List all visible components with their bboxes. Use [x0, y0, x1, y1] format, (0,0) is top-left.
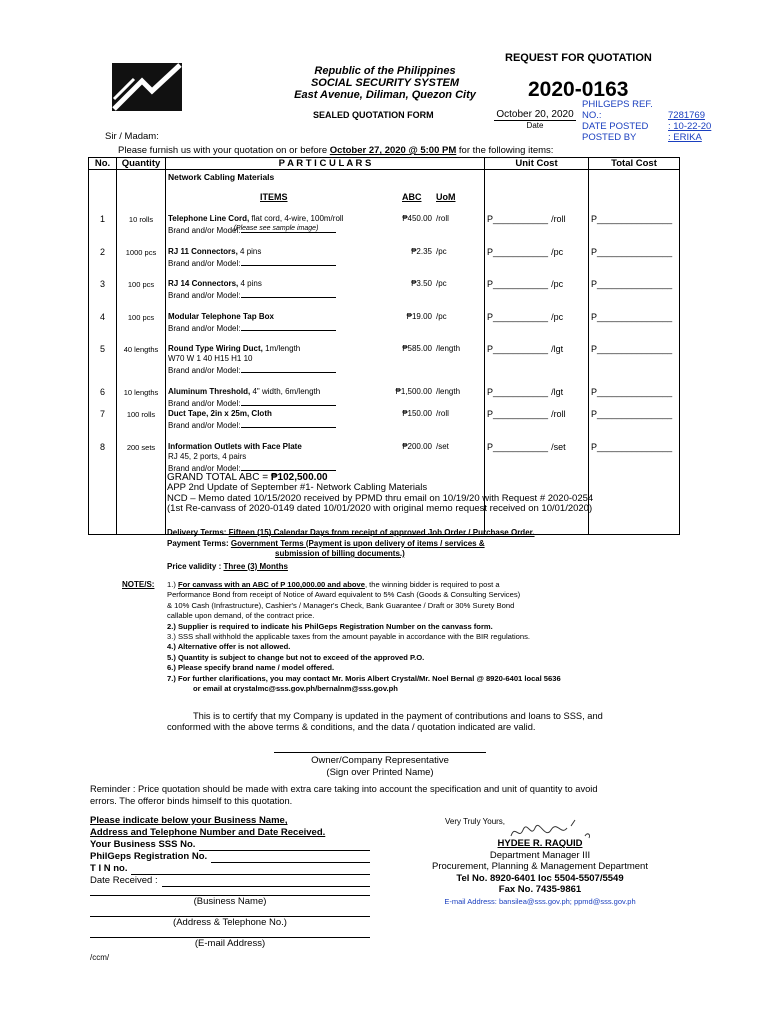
section-title: Network Cabling Materials: [168, 172, 275, 182]
posted-by-label: POSTED BY: [582, 132, 637, 143]
date-received-field[interactable]: [90, 875, 370, 887]
row-5-abc: ₱585.00: [402, 344, 432, 353]
row-8-unit-blank[interactable]: P___________: [487, 442, 549, 452]
certify-line-2: conformed with the above terms & conditions, and the data / quotation indicated are valid.: [167, 722, 536, 732]
col-abc-label: ABC: [402, 192, 422, 202]
business-name-label: (Business Name): [193, 896, 267, 907]
row-1-unit-label: /roll: [551, 214, 566, 224]
delivery-value: Fifteen (15) Calendar Days from receipt of approved Job Order / Purchase Order.: [228, 528, 535, 537]
row-4-brand-label: Brand and/or Model:: [168, 324, 241, 333]
row-2-unit-cost: [487, 247, 588, 257]
rfq-title: REQUEST FOR QUOTATION: [505, 52, 652, 64]
org-line-2: SOCIAL SECURITY SYSTEM: [310, 77, 460, 89]
email-label: (E-mail Address): [194, 938, 266, 949]
org-line-3: East Avenue, Diliman, Quezon City: [294, 89, 476, 101]
note-1-rest: , the winning bidder is required to post a: [364, 580, 500, 589]
row-2-qty: 1000 pcs: [125, 248, 157, 257]
rfq-number: 2020-0163: [528, 78, 629, 101]
sss-blank[interactable]: [199, 839, 370, 851]
row-6-uom: /length: [436, 387, 461, 396]
salutation: Sir / Madam:: [105, 131, 159, 142]
org-block: [280, 65, 490, 101]
address-label: (Address & Telephone No.): [173, 917, 287, 928]
note-3: 3.) SSS shall withhold the applicable taxes from the amount payable in accordance with the BIR regulations.: [167, 632, 531, 642]
date-received-label: Date Received :: [90, 875, 158, 886]
payment-value-1: Government Terms (Payment is upon delivery of items / services &: [230, 538, 485, 548]
table-note-2: NCD – Memo dated 10/15/2020 received by PPMD thru email on 10/19/20 with Request # 2020-0254: [167, 492, 594, 504]
row-7-unit-cost: [487, 409, 588, 419]
row-4-brand-blank[interactable]: [241, 322, 336, 331]
row-6-no: 6: [99, 387, 105, 397]
date-posted-label: DATE POSTED: [582, 121, 649, 132]
note-1-prefix: 1.): [167, 580, 178, 589]
row-8-total-blank: P_______________: [591, 442, 673, 452]
intro-after: for the following items:: [458, 145, 554, 156]
payment-value-2: submission of billing documents.): [275, 549, 405, 558]
row-6-unit-cost: [487, 387, 588, 397]
row-2-unit-label: /pc: [551, 247, 564, 257]
row-5-unit-label: /lgt: [551, 344, 564, 354]
col-total-cost: [589, 170, 679, 534]
row-2-total-blank: P_______________: [591, 247, 673, 257]
row-3-no: 3: [99, 279, 105, 289]
header-total-cost: Total Cost: [589, 158, 680, 170]
row-7-brand-blank[interactable]: [241, 419, 336, 428]
row-5-brand: [168, 364, 484, 375]
row-6-desc: 4" width, 6m/length: [250, 387, 321, 396]
row-1-total-blank: P_______________: [591, 214, 673, 224]
note-1-line-4: callable upon demand, of the contract price.: [167, 611, 315, 621]
row-3-brand: [168, 289, 484, 300]
row-6-brand: [168, 397, 484, 408]
row-4-unit-blank[interactable]: P___________: [487, 312, 549, 322]
row-5-qty: 40 lengths: [123, 345, 159, 354]
table-header-row: [89, 158, 680, 170]
col-items-label: ITEMS: [260, 192, 288, 202]
posting-info: [582, 99, 711, 143]
row-1-qty: 10 rolls: [128, 215, 154, 224]
row-1-unit-blank[interactable]: P___________: [487, 214, 549, 224]
row-5-desc: 1m/length: [262, 344, 301, 353]
row-8-abc: ₱200.00: [402, 442, 432, 451]
row-8-brand-blank[interactable]: [241, 462, 336, 471]
row-7-qty: 100 rolls: [126, 410, 156, 419]
row-2-brand: [168, 257, 484, 268]
row-1-name: Telephone Line Cord,: [168, 214, 250, 223]
notes-label: NOTE/S:: [122, 580, 155, 589]
row-2-unit-blank[interactable]: P___________: [487, 247, 549, 257]
date-value: October 20, 2020: [494, 109, 576, 121]
row-2-name: RJ 11 Connectors,: [168, 247, 238, 256]
row-1-brand-blank[interactable]: [241, 224, 336, 233]
row-8-name: Information Outlets with Face Plate: [168, 442, 302, 451]
row-5-unit-cost: [487, 344, 588, 354]
posted-by-value: : ERIKA: [668, 132, 702, 143]
reminder-line-1: Reminder : Price quotation should be made with extra care taking into account the specification and unit of quantity to avoid: [90, 784, 598, 794]
col-unit-cost: [485, 170, 588, 534]
signatory-dept: Procurement, Planning & Management Department: [432, 861, 648, 872]
row-4-abc: ₱19.00: [406, 312, 432, 321]
row-7-name: Duct Tape, 2in x 25m, Cloth: [168, 409, 272, 418]
closing: Very Truly Yours,: [445, 817, 506, 826]
row-3-brand-label: Brand and/or Model:: [168, 291, 241, 300]
date-posted-value: : 10-22-20: [668, 121, 712, 132]
row-3-brand-blank[interactable]: [241, 289, 336, 298]
note-1-bold: For canvass with an ABC of P 100,000.00 and above: [177, 580, 365, 589]
row-7-unit-label: /roll: [551, 409, 566, 419]
row-7-total-blank: P_______________: [591, 409, 673, 419]
row-3-desc: 4 pins: [238, 279, 262, 288]
validity-value: Three (3) Months: [223, 561, 288, 571]
email-blank[interactable]: [90, 929, 370, 938]
row-8-brand-label: Brand and/or Model:: [168, 464, 241, 473]
row-3-abc: ₱3.50: [411, 279, 432, 288]
table-notes: [167, 483, 593, 515]
row-7-brand: [168, 419, 484, 430]
row-6-qty: 10 lengths: [123, 388, 159, 397]
col-uom-label: UoM: [436, 192, 456, 202]
row-5-total-blank: P_______________: [591, 344, 673, 354]
row-7-uom: /roll: [436, 409, 449, 418]
row-8-extra: RJ 45, 2 ports, 4 pairs: [168, 452, 247, 461]
philgeps-ref-label: PHILGEPS REF. NO.:: [582, 99, 653, 121]
row-1-uom: /roll: [436, 214, 449, 223]
intro-before: Please furnish us with your quotation on or before: [118, 145, 328, 156]
philgeps-ref-value: 7281769: [668, 110, 705, 121]
grand-total-label: GRAND TOTAL ABC =: [167, 472, 269, 483]
row-2-brand-blank[interactable]: [241, 257, 336, 266]
deadline: October 27, 2020 @ 5:00 PM: [329, 145, 457, 156]
row-4-brand: [168, 322, 484, 333]
form-name: SEALED QUOTATION FORM: [313, 110, 434, 120]
row-6-unit-label: /lgt: [551, 387, 564, 397]
note-1-line-3: & 10% Cash (Infrastructure), Cashier's / Manager's Check, Bank Guarantee / Draft or 30% Surety Bond: [167, 600, 515, 610]
row-8-uom: /set: [436, 442, 449, 451]
row-1-unit-cost: [487, 214, 588, 224]
row-1-brand: [168, 224, 484, 235]
delivery-label: Delivery Terms:: [167, 528, 227, 537]
header-unit-cost: Unit Cost: [485, 158, 589, 170]
row-3-total-blank: P_______________: [591, 279, 673, 289]
business-name-blank[interactable]: [90, 887, 370, 896]
note-7-line-2: or email at crystalmc@sss.gov.ph/bernalnm@sss.gov.ph: [193, 684, 398, 694]
row-6-total-blank: P_______________: [591, 387, 673, 397]
row-2-no: 2: [99, 247, 105, 257]
tin-label: T I N no.: [90, 863, 128, 874]
row-8-qty: 200 sets: [126, 443, 156, 452]
row-4-unit-cost: [487, 312, 588, 322]
payment-label: Payment Terms:: [167, 538, 229, 548]
row-6-brand-blank[interactable]: [241, 397, 336, 406]
row-3-unit-label: /pc: [551, 279, 564, 289]
row-5-brand-blank[interactable]: [241, 364, 336, 373]
notes-list: [167, 580, 677, 694]
business-block: [90, 815, 370, 964]
signatory-name: HYDEE R. RAQUID: [497, 838, 583, 849]
note-2: 2.) Supplier is required to indicate his PhilGeps Registration Number on the canvass form.: [167, 621, 493, 631]
row-8-unit-cost: [487, 442, 588, 452]
row-3-unit-cost: [487, 279, 588, 289]
certify-block: [167, 711, 603, 733]
note-7: 7.) For further clarifications, you may contact Mr. Moris Albert Crystal/Mr. Noel Bernal @ 8920-6401 local 5636: [167, 673, 561, 683]
row-3-name: RJ 14 Connectors,: [168, 279, 239, 288]
row-7-unit-blank[interactable]: P___________: [487, 409, 549, 419]
row-2-abc: ₱2.35: [411, 247, 432, 256]
row-5-name: Round Type Wiring Duct,: [168, 344, 263, 353]
row-6-abc: ₱1,500.00: [395, 387, 432, 396]
note-4: 4.) Alternative offer is not allowed.: [167, 642, 291, 652]
row-8-no: 8: [99, 442, 105, 452]
row-8-unit-label: /set: [551, 442, 566, 452]
tin-field[interactable]: [90, 863, 370, 875]
row-3-uom: /pc: [436, 279, 447, 288]
row-7-abc: ₱150.00: [402, 409, 432, 418]
row-1-no: 1: [99, 214, 105, 224]
row-3-unit-blank[interactable]: P___________: [487, 279, 549, 289]
row-5-unit-blank[interactable]: P___________: [487, 344, 549, 354]
note-5: 5.) Quantity is subject to change but not to exceed of the approved P.O.: [167, 652, 425, 662]
row-4-uom: /pc: [436, 312, 447, 321]
philgeps-field[interactable]: [90, 851, 370, 863]
reminder-line-2: errors. The offeror binds himself to this quotation.: [90, 795, 293, 806]
row-7-brand-label: Brand and/or Model:: [168, 421, 241, 430]
reminder: [90, 784, 598, 807]
signatory-fax: Fax No. 7435-9861: [498, 884, 582, 895]
intro-line: [118, 145, 553, 156]
initials: /ccm/: [90, 953, 110, 962]
row-2-uom: /pc: [436, 247, 447, 256]
row-5-brand-label: Brand and/or Model:: [168, 366, 241, 375]
row-4-total-blank: P_______________: [591, 312, 673, 322]
certify-line-1: This is to certify that my Company is updated in the payment of contributions and loans to SSS, and: [193, 711, 603, 721]
row-2-brand-label: Brand and/or Model:: [168, 259, 241, 268]
business-heading-1: Please indicate below your Business Name,: [90, 815, 288, 826]
philgeps-label: PhilGeps Registration No.: [90, 851, 208, 862]
row-4-qty: 100 pcs: [127, 313, 155, 322]
row-5-no: 5: [99, 344, 105, 354]
col-quantity: [117, 170, 165, 534]
tin-blank[interactable]: [131, 863, 370, 875]
col-no: [89, 170, 116, 534]
row-1-abc: ₱450.00: [402, 214, 432, 223]
row-5-uom: /length: [436, 344, 461, 353]
signatory-tel: Tel No. 8920-6401 loc 5504-5507/5549: [456, 872, 624, 884]
business-heading-2: Address and Telephone Number and Date Received.: [90, 827, 326, 838]
note-6: 6.) Please specify brand name / model offered.: [167, 663, 335, 673]
row-6-name: Aluminum Threshold,: [168, 387, 251, 396]
row-2-desc: 4 pins: [237, 247, 262, 256]
header-particulars: P A R T I C U L A R S: [166, 158, 485, 170]
row-7-no: 7: [99, 409, 105, 419]
signatory-email: E-mail Address: bansilea@sss.gov.ph; ppmd@sss.gov.ph: [444, 896, 636, 906]
row-5-extra: W70 W 1 40 H15 H1 10: [168, 354, 253, 363]
row-6-brand-label: Brand and/or Model:: [168, 399, 241, 408]
terms-block: [167, 528, 535, 572]
table-note-1: APP 2nd Update of September #1- Network Cabling Materials: [167, 482, 428, 493]
rep-line-1: Owner/Company Representative: [311, 755, 449, 766]
org-line-1: Republic of the Philippines: [314, 65, 456, 77]
row-4-no: 4: [99, 312, 105, 322]
header-quantity: Quantity: [117, 158, 166, 170]
sss-field[interactable]: [90, 839, 370, 851]
signatory-block: [405, 838, 675, 907]
header-no: No.: [89, 158, 117, 170]
validity-label: Price validity :: [167, 561, 222, 571]
rep-block: [274, 755, 486, 779]
row-1-brand-label: Brand and/or Model:: [168, 226, 241, 235]
sample-note: (Please see sample image): [233, 225, 319, 232]
grand-total-value: ₱102,500.00: [270, 472, 328, 483]
rep-signature-line: [274, 752, 486, 753]
row-1-desc: flat cord, 4-wire, 100m/roll: [249, 214, 344, 223]
address-blank[interactable]: [90, 908, 370, 917]
signatory-title: Department Manager III: [489, 849, 591, 861]
date-received-blank[interactable]: [162, 875, 370, 887]
philgeps-blank[interactable]: [211, 851, 370, 863]
table-note-3: (1st Re-canvass of 2020-0149 dated 10/01/2020 with original memo request received on 10/01/2020): [167, 503, 593, 514]
row-6-unit-blank[interactable]: P___________: [487, 387, 549, 397]
row-4-name: Modular Telephone Tap Box: [168, 312, 274, 321]
sss-logo: [112, 63, 182, 111]
date-label: Date: [526, 121, 544, 130]
note-1-line-2: Performance Bond from receipt of Notice of Award equivalent to 5% Cash (Goods & Consulting Services): [167, 590, 521, 600]
row-4-unit-label: /pc: [551, 312, 564, 322]
rep-line-2: (Sign over Printed Name): [326, 767, 434, 778]
row-3-qty: 100 pcs: [127, 280, 155, 289]
sss-label: Your Business SSS No.: [90, 839, 196, 850]
